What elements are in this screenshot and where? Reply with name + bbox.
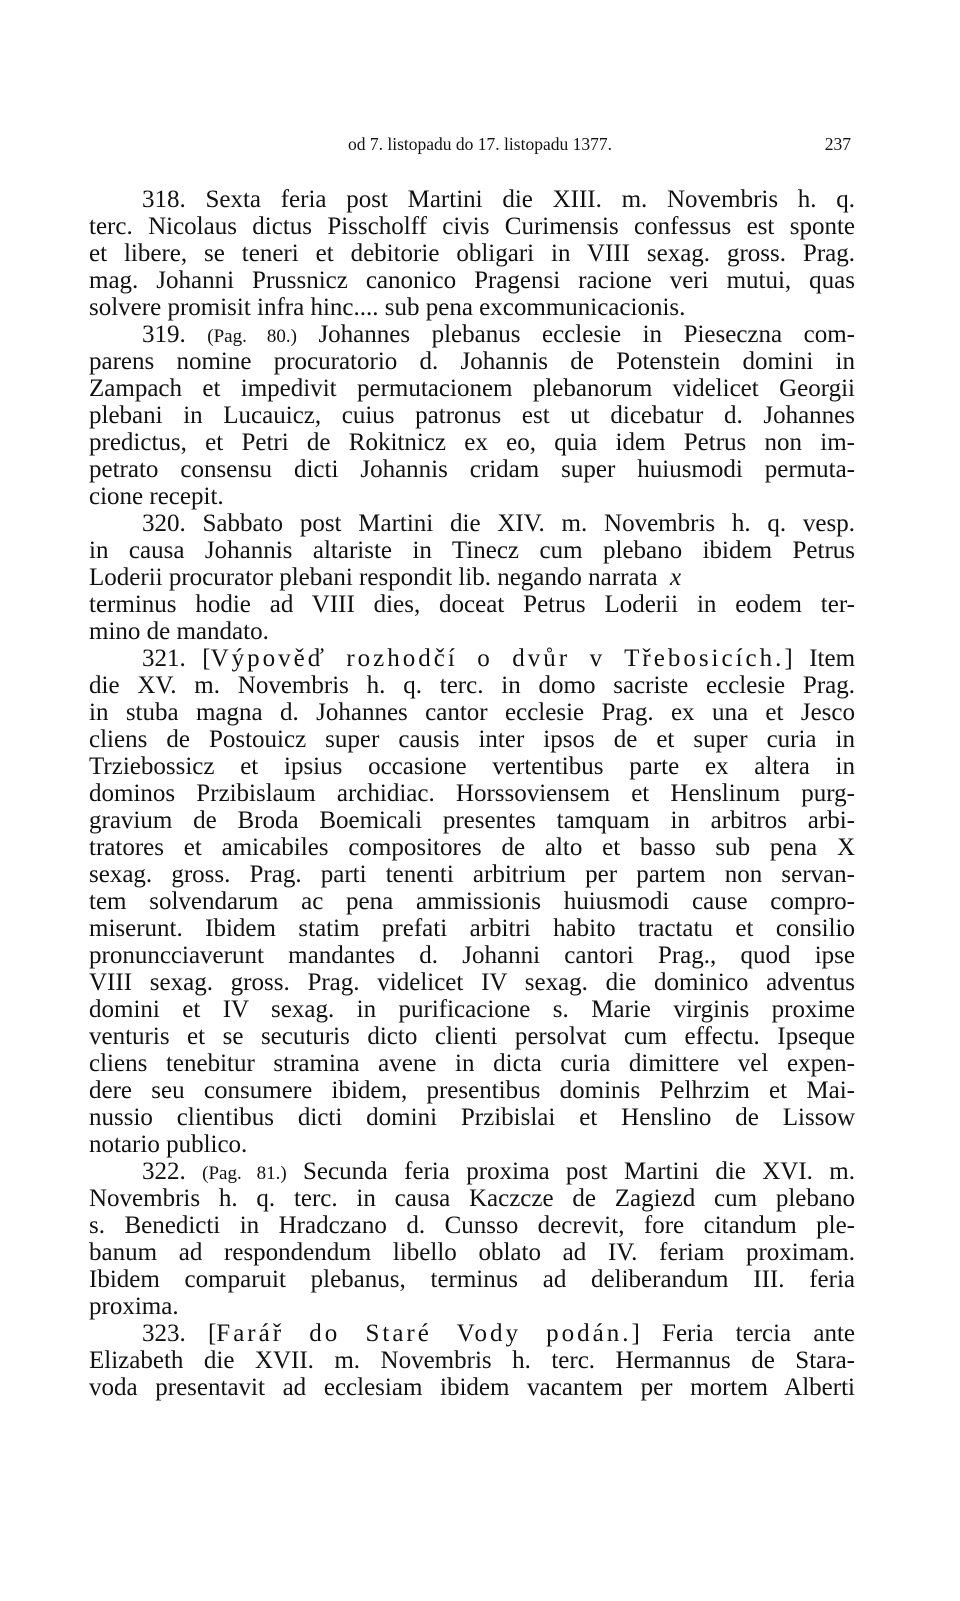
text-line: Ibidem comparuit plebanus, terminus ad deliberandum III. feria xyxy=(89,1266,855,1293)
text-line: Trziebossicz et ipsius occasione vertentibus parte ex altera in xyxy=(89,753,855,780)
text-line: proxima. xyxy=(89,1293,179,1320)
entry-number: 322. xyxy=(142,1158,186,1185)
text-segment: Secunda feria proxima post Martini die XVI. m. xyxy=(303,1158,856,1185)
text-line: Zampach et impedivit permutacionem plebanorum videlicet Georgii xyxy=(89,375,855,402)
text-line: 320. Sabbato post Martini die XIV. m. Novembris h. q. vesp. xyxy=(142,510,855,537)
page-reference: (Pag. 80.) xyxy=(207,326,297,347)
text-line: cliens tenebitur stramina avene in dicta curia dimittere vel expen- xyxy=(89,1050,855,1077)
text-line: et libere, se teneri et debitorie obligari in VIII sexag. gross. Prag. xyxy=(89,240,855,267)
text-line: predictus, et Petri de Rokitnicz ex eo, quia idem Petrus non im- xyxy=(89,429,855,456)
text-line: mag. Johanni Prussnicz canonico Pragensi racione veri mutui, quas xyxy=(89,267,855,294)
text-line: s. Benedicti in Hradczano d. Cunsso decrevit, fore citandum ple- xyxy=(89,1212,855,1239)
text-line: solvere promisit infra hinc.... sub pena excommunicacionis. xyxy=(89,294,686,321)
text-line: nussio clientibus dicti domini Przibislai et Henslino de Lissow xyxy=(89,1104,855,1131)
entry-number: 319. xyxy=(142,321,186,348)
text-line: Elizabeth die XVII. m. Novembris h. terc. Hermannus de Stara- xyxy=(89,1347,855,1374)
running-head xyxy=(0,134,960,160)
body-text xyxy=(89,186,855,1401)
czech-heading: Výpověď rozhodčí o dvůr v Třebosicích. xyxy=(210,645,785,672)
text-line: mino de mandato. xyxy=(89,618,269,645)
text-line: cliens de Postouicz super causis inter ipsos de et super curia in xyxy=(89,726,855,753)
text-line: plebani in Lucauicz, cuius patronus est ut dicebatur d. Johannes xyxy=(89,402,855,429)
text-segment: ] Feria tercia ante xyxy=(631,1320,856,1347)
text-line: 318. Sexta feria post Martini die XIII. m. Novembris h. q. xyxy=(142,186,855,213)
text-line: in stuba magna d. Johannes cantor ecclesie Prag. ex una et Jesco xyxy=(89,699,855,726)
text-line: petrato consensu dicti Johannis cridam super huiusmodi permuta- xyxy=(89,456,855,483)
text-line: sexag. gross. Prag. parti tenenti arbitrium per partem non servan- xyxy=(89,861,855,888)
text-line: terc. Nicolaus dictus Pisscholff civis Curimensis confessus est sponte xyxy=(89,213,855,240)
text-line: die XV. m. Novembris h. q. terc. in domo sacriste ecclesie Prag. xyxy=(89,672,855,699)
text-line: tem solvendarum ac pena ammissionis huiusmodi cause compro- xyxy=(89,888,855,915)
text-line xyxy=(89,1320,855,1347)
omission-mark: x xyxy=(670,564,682,591)
text-line: domini et IV sexag. in purificacione s. Marie virginis proxime xyxy=(89,996,855,1023)
page-number: 237 xyxy=(824,134,851,154)
text-line: pronuncciaverunt mandantes d. Johanni cantori Prag., quod ipse xyxy=(89,942,855,969)
text-line: gravium de Broda Boemicali presentes tamquam in arbitros arbi- xyxy=(89,807,855,834)
text-line: notario publico. xyxy=(89,1131,248,1158)
text-line xyxy=(89,1158,855,1185)
text-line xyxy=(89,564,855,591)
text-line: VIII sexag. gross. Prag. videlicet IV sexag. die dominico adventus xyxy=(89,969,855,996)
text-line: terminus hodie ad VIII dies, doceat Petrus Loderii in eodem ter- xyxy=(89,591,855,618)
text-line: in causa Johannis altariste in Tinecz cum plebano ibidem Petrus xyxy=(89,537,855,564)
page-reference: (Pag. 81.) xyxy=(202,1163,287,1184)
text-line: cione recepit. xyxy=(89,483,224,510)
czech-heading: Farář do Staré Vody podán. xyxy=(216,1320,632,1347)
text-segment: ] Item xyxy=(784,645,856,672)
running-title: od 7. listopadu do 17. listopadu 1377. xyxy=(348,134,612,154)
text-segment: Johannes plebanus ecclesie in Pieseczna com- xyxy=(318,321,856,348)
text-line: parens nomine procuratorio d. Johannis de Potenstein domini in xyxy=(89,348,855,375)
text-line: Novembris h. q. terc. in causa Kaczcze de Zagiezd cum plebano xyxy=(89,1185,855,1212)
entry-number: 321. [ xyxy=(142,645,211,672)
text-line xyxy=(89,645,855,672)
text-segment: Loderii procurator plebani respondit lib. negando narrata xyxy=(89,564,658,591)
entry-number: 323. [ xyxy=(142,1320,217,1347)
text-line: tratores et amicabiles compositores de alto et basso sub pena X xyxy=(89,834,855,861)
text-line: banum ad respondendum libello oblato ad IV. feriam proximam. xyxy=(89,1239,855,1266)
text-line xyxy=(89,321,855,348)
text-line: venturis et se secuturis dicto clienti persolvat cum effectu. Ipseque xyxy=(89,1023,855,1050)
text-line: voda presentavit ad ecclesiam ibidem vacantem per mortem Alberti xyxy=(89,1374,855,1401)
text-line: miserunt. Ibidem statim prefati arbitri habito tractatu et consilio xyxy=(89,915,855,942)
text-line: dominos Przibislaum archidiac. Horssoviensem et Henslinum purg- xyxy=(89,780,855,807)
text-line: dere seu consumere ibidem, presentibus dominis Pelhrzim et Mai- xyxy=(89,1077,855,1104)
